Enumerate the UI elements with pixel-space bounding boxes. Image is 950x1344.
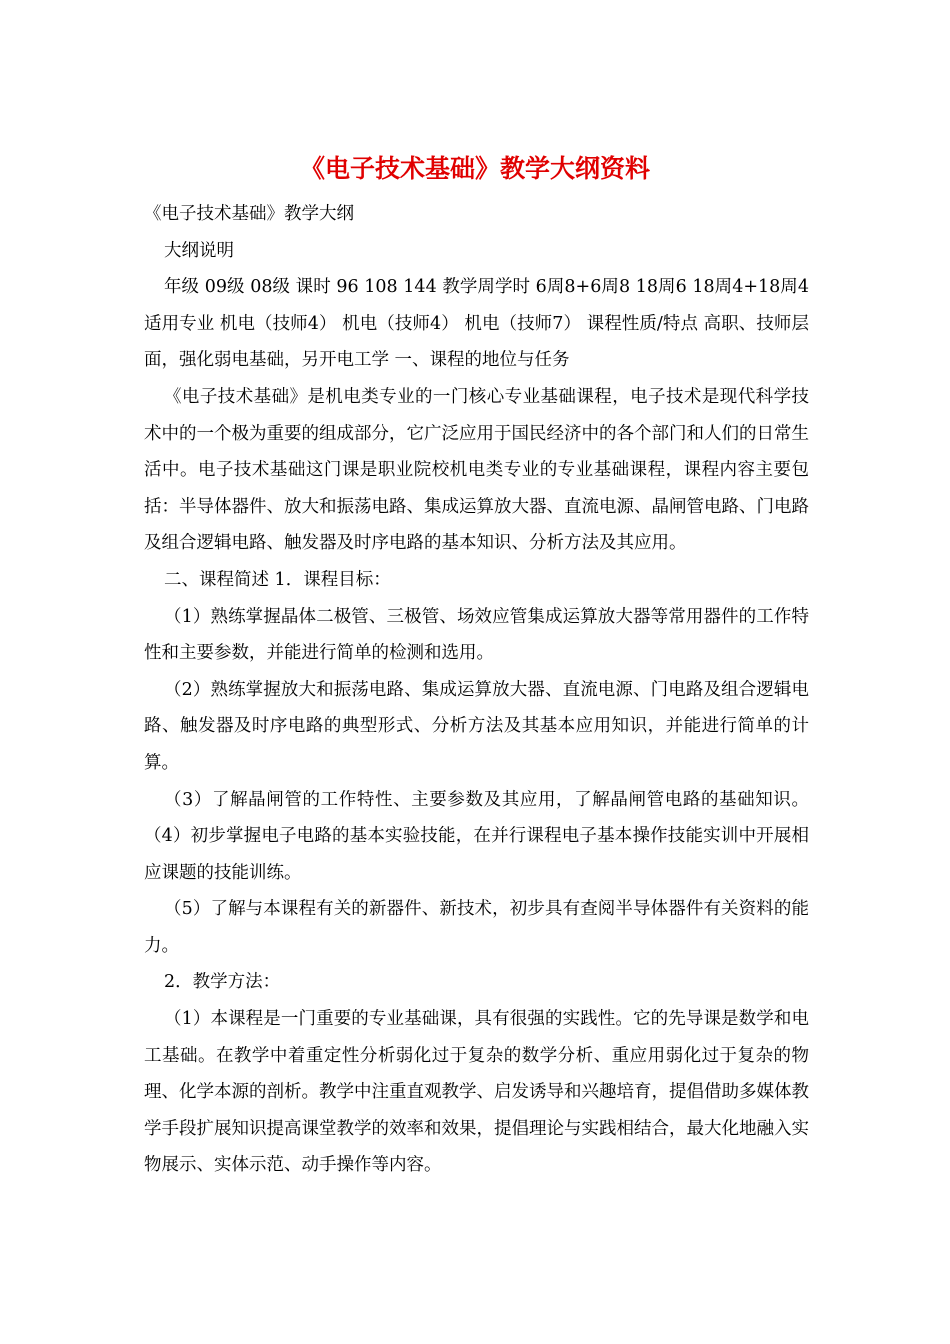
paragraph-course-info: 年级 09级 08级 课时 96 108 144 教学周学时 6周8+6周8 18周6 18周4+18周4 适用专业 机电（技师4） 机电（技师4） 机电（技师7） 课程性质/特点 高职、技师层面，强化弱电基础，另开电工学 一、课程的地位与任务 — [144, 277, 809, 371]
paragraph-overview-heading: 二、课程简述 1．课程目标： — [164, 569, 391, 590]
paragraph-course-role: 《电子技术基础》是机电类专业的一门核心专业基础课程，电子技术是现代科学技术中的一个极为重要的组成部分，它广泛应用于国民经济中的各个部门和人们的日常生活中。电子技术基础这门课是职业院校机电类专业的专业基础课程，课程内容主要包括：半导体器件、放大和振荡电路、集成运算放大器、直流电源、晶闸管电路、门电路及组合逻辑电路、触发器及时序电路的基本知识、分析方法及其应用。 — [144, 386, 809, 554]
paragraph-goal-5: （5）了解与本课程有关的新器件、新技术，初步具有查阅半导体器件有关资料的能力。 — [144, 899, 809, 956]
paragraph-method-1: （1）本课程是一门重要的专业基础课，具有很强的实践性。它的先导课是数学和电工基础。在教学中着重定性分析弱化过于复杂的数学分析、重应用弱化过于复杂的物理、化学本源的剖析。教学中注重直观教学、启发诱导和兴趣培育，提倡借助多媒体教学手段扩展知识提高课堂教学的效率和效果，提倡理论与实践相结合，最大化地融入实物展示、实体示范、动手操作等内容。 — [144, 1009, 809, 1176]
paragraph-goal-3-4: （3）了解晶闸管的工作特性、主要参数及其应用，了解晶闸管电路的基础知识。 （4）初步掌握电子电路的基本实验技能，在并行课程电子基本操作技能实训中开展相应课题的技能训练。 — [144, 789, 809, 883]
document-title: 《电子技术基础》教学大纲资料 — [299, 154, 650, 183]
paragraph-goal-2: （2）熟练掌握放大和振荡电路、集成运算放大器、直流电源、门电路及组合逻辑电路、触发器及时序电路的典型形式、分析方法及其基本应用知识，并能进行简单的计算。 — [144, 679, 809, 773]
paragraph-subtitle: 《电子技术基础》教学大纲 — [144, 204, 354, 224]
paragraph-outline-heading: 大纲说明 — [164, 240, 234, 261]
paragraph-goal-1: （1）熟练掌握晶体二极管、三极管、场效应管集成运算放大器等常用器件的工作特性和主要参数，并能进行简单的检测和选用。 — [144, 606, 809, 664]
paragraph-method-heading: 2．教学方法： — [164, 972, 281, 993]
document-body — [144, 196, 809, 1184]
